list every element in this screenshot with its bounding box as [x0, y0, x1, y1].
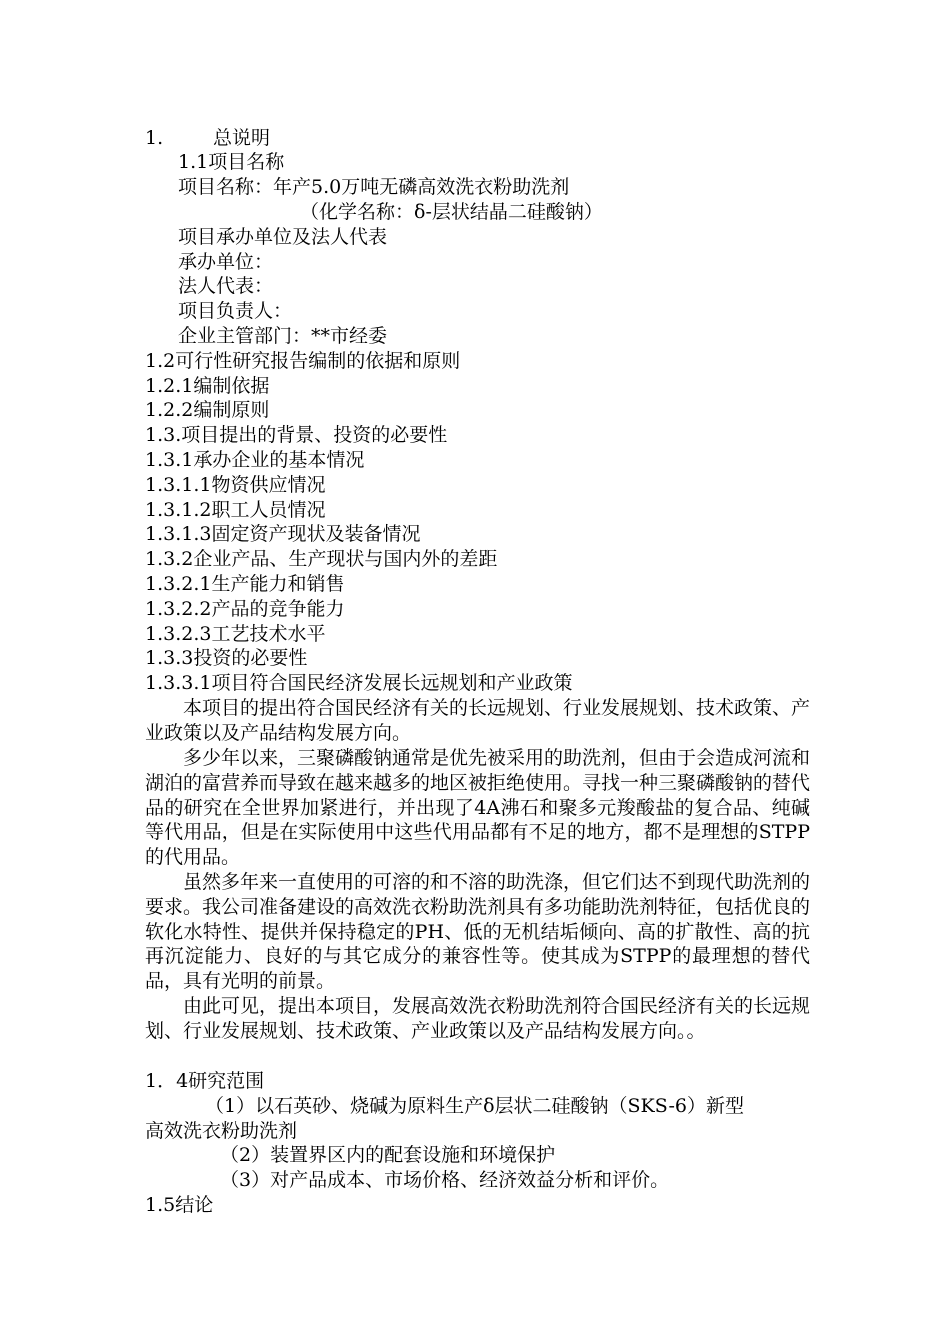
heading-1-1: 1.1项目名称: [178, 151, 285, 173]
heading-1-3-2-1: 1.3.2.1生产能力和销售: [145, 573, 345, 595]
heading-1-3-2: 1.3.2企业产品、生产现状与国内外的差距: [145, 548, 498, 570]
section-1-title: 总说明: [213, 127, 271, 149]
scope-item-3: （3）对产品成本、市场价格、经济效益分析和评价。: [220, 1169, 670, 1191]
heading-1-3-3: 1.3.3投资的必要性: [145, 647, 308, 669]
project-name-line: 项目名称：年产5.0万吨无磷高效洗衣粉助洗剂: [178, 176, 570, 198]
competent-authority: 企业主管部门：**市经委: [178, 325, 388, 347]
scope-item-1-line-2: 高效洗衣粉助洗剂: [145, 1120, 298, 1142]
heading-1-3-1-1: 1.3.1.1物资供应情况: [145, 474, 326, 496]
scope-item-2: （2）装置界区内的配套设施和环境保护: [220, 1144, 556, 1166]
undertaker-heading: 项目承办单位及法人代表: [178, 226, 388, 248]
project-leader: 项目负责人：: [178, 300, 293, 322]
heading-1-2-1: 1.2.1编制依据: [145, 375, 270, 397]
paragraph-conclusion-summary: 由此可见，提出本项目，发展高效洗衣粉助洗剂符合国民经济有关的长远规划、行业发展规划、技术政策、产业政策以及产品结构发展方向。。: [145, 995, 811, 1042]
heading-1-2: 1.2可行性研究报告编制的依据和原则: [145, 350, 461, 372]
heading-1-3-2-2: 1.3.2.2产品的竞争能力: [145, 598, 345, 620]
paragraph-policy-compliance: 本项目的提出符合国民经济有关的长远规划、行业发展规划、技术政策、产业政策以及产品结构发展方向。: [145, 697, 811, 744]
legal-representative: 法人代表：: [178, 275, 274, 297]
paragraph-stpp-background: 多少年以来，三聚磷酸钠通常是优先被采用的助洗剂，但由于会造成河流和湖泊的富营养而导致在越来越多的地区被拒绝使用。寻找一种三聚磷酸钠的替代品的研究在全世界加紧进行，并出现了4A沸石和聚多元羧酸盐的复合品、纯碱等代用品，但是在实际使用中这些代用品都有不足的地方，都不是理想的STPP的代用品。: [145, 747, 811, 869]
paragraph-builder-features: 虽然多年来一直使用的可溶的和不溶的助洗涤，但它们达不到现代助洗剂的要求。我公司准备建设的高效洗衣粉助洗剂具有多功能助洗剂特征，包括优良的软化水特性、提供并保持稳定的PH、低的无机结垢倾向、高的扩散性、高的抗再沉淀能力、良好的与其它成分的兼容性等。使其成为STPP的最理想的替代品，具有光明的前景。: [145, 871, 811, 993]
heading-1-5: 1.5结论: [145, 1194, 214, 1216]
heading-1-3-2-3: 1.3.2.3工艺技术水平: [145, 623, 326, 645]
heading-1-4: 1．4研究范围: [145, 1070, 265, 1092]
heading-1-3: 1.3.项目提出的背景、投资的必要性: [145, 424, 448, 446]
heading-1-3-3-1: 1.3.3.1项目符合国民经济发展长远规划和产业政策: [145, 672, 573, 694]
chemical-name-line: （化学名称：δ-层状结晶二硅酸钠）: [300, 201, 603, 223]
heading-1-3-1-2: 1.3.1.2职工人员情况: [145, 499, 326, 521]
heading-1-3-1: 1.3.1承办企业的基本情况: [145, 449, 365, 471]
undertaker-unit: 承办单位：: [178, 251, 274, 273]
section-1-number: 1.: [145, 127, 164, 149]
heading-1-3-1-3: 1.3.1.3固定资产现状及装备情况: [145, 523, 421, 545]
scope-item-1-line-1: （1）以石英砂、烧碱为原料生产δ层状二硅酸钠（SKS-6）新型: [205, 1095, 744, 1117]
heading-1-2-2: 1.2.2编制原则: [145, 399, 270, 421]
